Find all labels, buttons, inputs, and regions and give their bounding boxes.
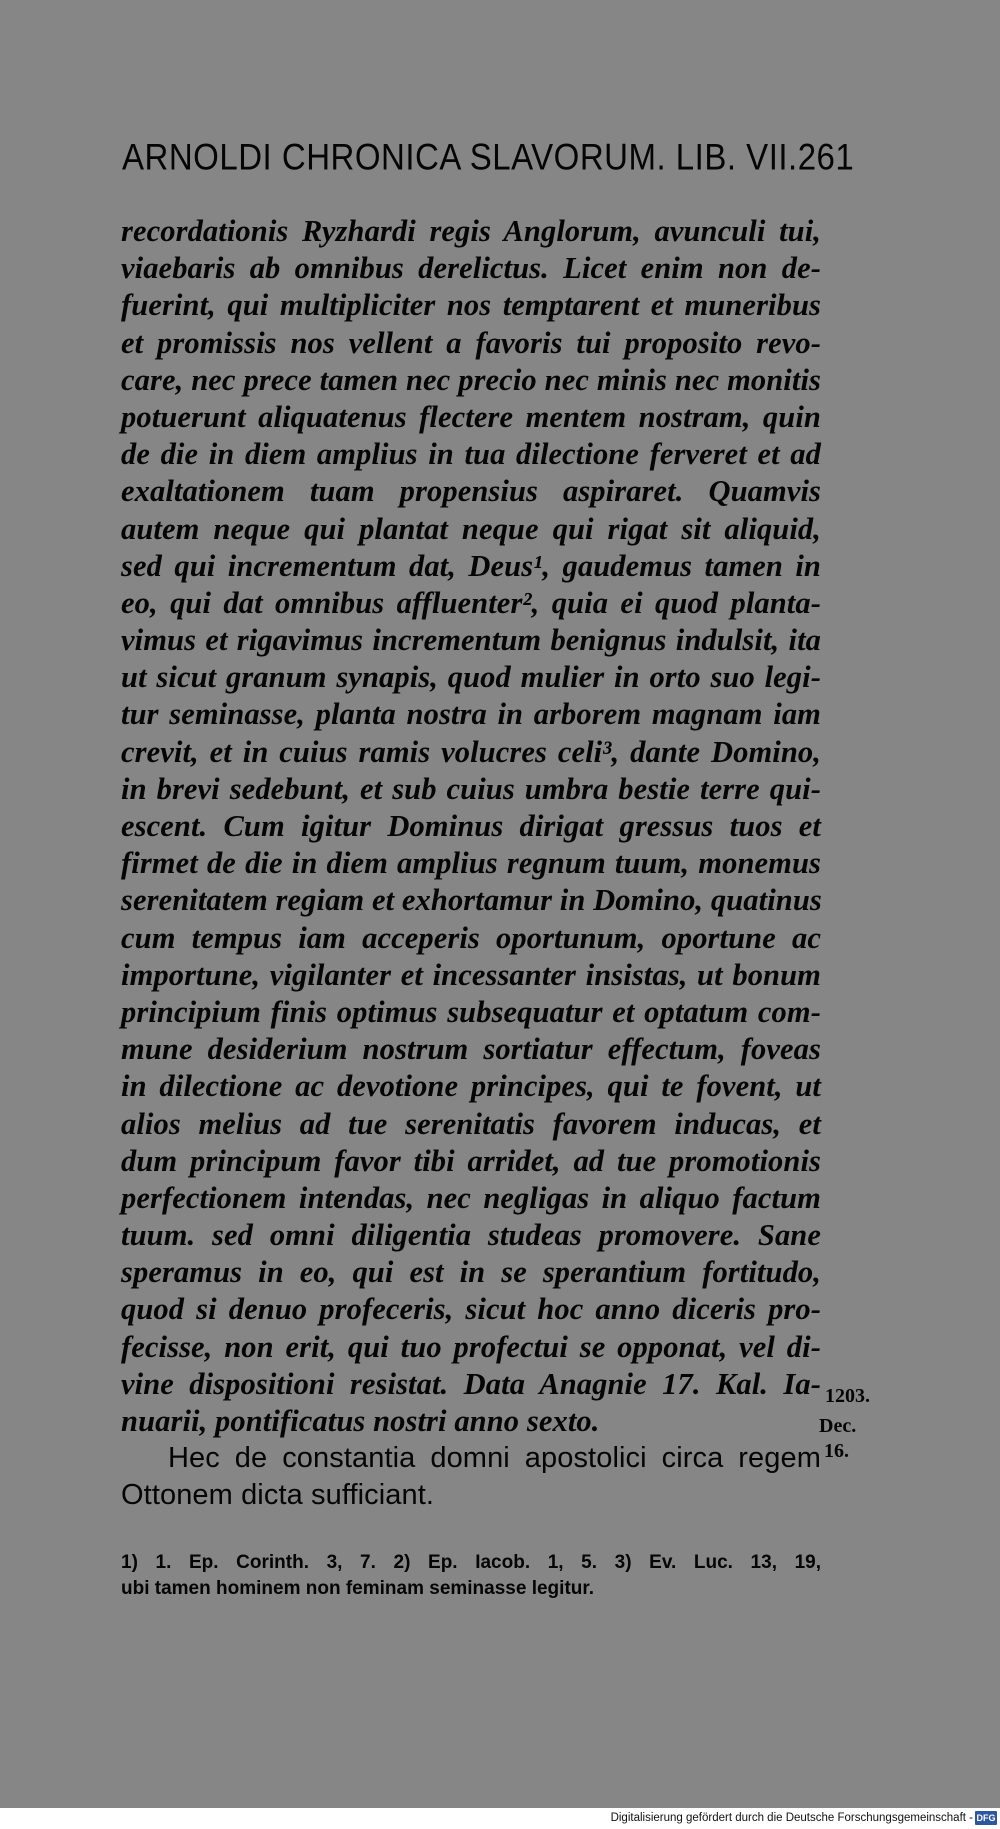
digitization-footer (0, 1808, 1000, 1829)
text-line: et promissis nos vellent a favoris tui proposito revo- (121, 325, 821, 360)
margin-date-month: Dec. (819, 1415, 857, 1437)
closing-line: Hec de constantia domni apostolici circa regem (168, 1442, 821, 1475)
margin-date-day: 16. (824, 1440, 849, 1462)
text-line: autem neque qui plantat neque qui rigat sit aliquid, (121, 511, 821, 546)
text-line: fuerint, qui multipliciter nos temptarent et muneribus (121, 288, 821, 323)
text-line: viaebaris ab omnibus derelictus. Licet enim non de- (121, 251, 821, 286)
text-line: speramus in eo, qui est in se sperantium fortitudo, (121, 1255, 821, 1290)
text-line: mune desiderium nostrum sortiatur effectum, foveas (121, 1032, 821, 1067)
text-line: quod si denuo profeceris, sicut hoc anno diceris pro- (121, 1292, 821, 1327)
margin-date-year: 1203. (825, 1385, 870, 1407)
text-line: crevit, et in cuius ramis volucres celi³, dante Domino, (121, 734, 821, 769)
text-line: vimus et rigavimus incrementum benignus indulsit, ita (121, 623, 821, 658)
text-line: perfectionem intendas, nec negligas in aliquo factum (121, 1180, 821, 1215)
main-text (121, 213, 821, 1515)
text-line: exaltationem tuam propensius aspiraret. Quamvis (121, 474, 821, 509)
running-head-title: ARNOLDI CHRONICA SLAVORUM. LIB. VII. (122, 136, 798, 178)
text-line: escent. Cum igitur Dominus dirigat gressus tuos et (121, 809, 821, 843)
text-line: in dilectione ac devotione principes, qui te fovent, ut (121, 1069, 821, 1104)
text-line: tur seminasse, planta nostra in arborem magnam iam (121, 697, 821, 732)
text-line: recordationis Ryzhardi regis Anglorum, avunculi tui, (121, 214, 821, 248)
dfg-logo-icon: DFG (976, 1813, 996, 1823)
page-number: 261 (797, 136, 855, 178)
text-line: ut sicut granum synapis, quod mulier in orto suo legi- (121, 660, 821, 695)
text-line: importune, vigilanter et incessanter insistas, ut bonum (121, 957, 821, 992)
digitization-credit: Digitalisierung gefördert durch die Deutsche Forschungsgemeinschaft - (610, 1812, 973, 1824)
running-head (122, 136, 855, 194)
text-line: tuum. sed omni diligentia studeas promovere. Sane (121, 1218, 821, 1253)
text-line: de die in diem amplius in tua dilectione ferveret et ad (121, 437, 821, 472)
text-line: fecisse, non erit, qui tuo profectui se opponat, vel di- (121, 1329, 821, 1364)
text-line: in brevi sedebunt, et sub cuius umbra bestie terre qui- (121, 771, 821, 806)
text-line: potuerunt aliquatenus flectere mentem nostram, quin (121, 399, 821, 434)
text-line: cum tempus iam acceperis oportunum, oportune ac (121, 920, 821, 955)
text-line: principium finis optimus subsequatur et optatum com- (121, 994, 821, 1029)
footnote-line: ubi tamen hominem non feminam seminasse legitur. (121, 1578, 594, 1599)
text-line: vine dispositioni resistat. Data Anagnie 17. Kal. Ia- (121, 1366, 821, 1401)
closing-line: Ottonem dicta sufficiant. (121, 1479, 435, 1512)
footnotes (121, 1550, 821, 1602)
text-line: firmet de die in diem amplius regnum tuum, monemus (121, 846, 821, 881)
text-line: care, nec prece tamen nec precio nec minis nec monitis (121, 362, 821, 397)
text-line: nuarii, pontificatus nostri anno sexto. (121, 1404, 600, 1438)
text-line: dum principum favor tibi arridet, ad tue promotionis (121, 1143, 821, 1178)
text-line: alios melius ad tue serenitatis favorem inducas, et (121, 1106, 821, 1141)
text-line: eo, qui dat omnibus affluenter², quia ei quod planta- (121, 585, 821, 620)
text-line: serenitatem regiam et exhortamur in Domino, quatinus (121, 883, 822, 918)
footnote-line: 1) 1. Ep. Corinth. 3, 7. 2) Ep. Iacob. 1, 5. 3) Ev. Luc. 13, 19, (121, 1552, 821, 1573)
text-line: sed qui incrementum dat, Deus¹, gaudemus tamen in (121, 548, 821, 583)
